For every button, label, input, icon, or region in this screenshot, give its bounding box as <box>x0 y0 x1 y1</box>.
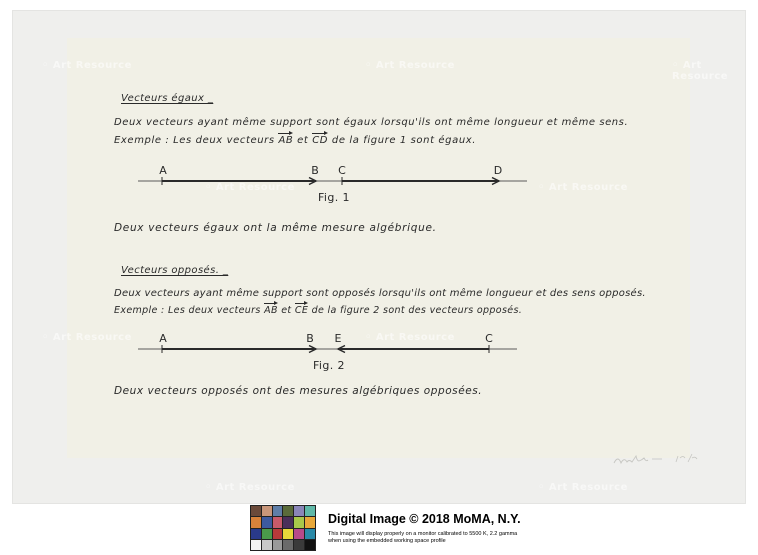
fig2-caption: Fig. 2 <box>313 359 345 372</box>
color-swatch <box>273 517 283 527</box>
color-swatch <box>305 517 315 527</box>
color-swatch <box>283 506 293 516</box>
color-swatch <box>251 540 261 550</box>
color-swatch <box>273 540 283 550</box>
vector-ab: AB <box>264 305 278 316</box>
credit-title: Digital Image © 2018 MoMA, N.Y. <box>328 512 521 526</box>
fig2-label-e: E <box>334 332 342 345</box>
color-swatch <box>305 529 315 539</box>
watermark-logo: ◦ Art Resource <box>538 482 628 493</box>
conclusion-equal-vectors: Deux vecteurs égaux ont la même mesure algébrique. <box>114 222 437 234</box>
credit-note: This image will display properly on a monitor calibrated to 5500 K, 2.2 gamma when using the embedded working space profile <box>328 531 518 544</box>
fig1-label-a: A <box>159 164 167 177</box>
vector-ce: CE <box>294 305 309 316</box>
color-swatch <box>273 506 283 516</box>
watermark-logo: ◦ Art Resource <box>42 332 132 343</box>
watermark-logo: ◦ Art Resource <box>205 482 295 493</box>
color-swatch <box>283 529 293 539</box>
conclusion-opposite-vectors: Deux vecteurs opposés ont des mesures algébriques opposées. <box>114 385 483 397</box>
example-suffix: de la figure 1 sont égaux. <box>331 135 477 146</box>
color-swatch <box>262 529 272 539</box>
fig2-label-c: C <box>485 332 493 345</box>
color-swatch <box>262 506 272 516</box>
color-swatch <box>305 540 315 550</box>
example-suffix: de la figure 2 sont des vecteurs opposés. <box>311 305 523 316</box>
watermark-logo: ◦ Art Resource <box>42 60 132 71</box>
color-swatch <box>251 517 261 527</box>
color-swatch <box>294 517 304 527</box>
color-swatch <box>294 540 304 550</box>
color-swatch <box>283 517 293 527</box>
watermark-logo: ◦ Art Resource <box>538 182 628 193</box>
color-swatch <box>294 529 304 539</box>
fig2-label-b: B <box>306 332 314 345</box>
example-prefix: Exemple : Les deux vecteurs <box>114 135 275 146</box>
color-swatch <box>251 506 261 516</box>
fig1-caption: Fig. 1 <box>318 191 350 204</box>
vector-cd: CD <box>312 135 329 146</box>
color-swatch <box>305 506 315 516</box>
color-swatch <box>251 529 261 539</box>
watermark-logo: ◦ Art Resource <box>672 60 729 82</box>
color-swatch <box>294 506 304 516</box>
fig1-label-b: B <box>311 164 319 177</box>
example-conjunction: et <box>281 305 292 316</box>
definition-equal-vectors: Deux vecteurs ayant même support sont égaux lorsqu'ils ont même longueur et même sens. <box>114 117 629 128</box>
color-swatch <box>273 529 283 539</box>
definition-opposite-vectors: Deux vecteurs ayant même support sont opposés lorsqu'ils ont même longueur et des sens opposés. <box>114 288 646 299</box>
example-conjunction: et <box>297 135 309 146</box>
heading-opposite-vectors: Vecteurs opposés. _ <box>121 265 229 276</box>
color-swatch <box>283 540 293 550</box>
watermark-logo: ◦ Art Resource <box>205 182 295 193</box>
watermark-logo: ◦ Art Resource <box>365 332 455 343</box>
heading-equal-vectors: Vecteurs égaux _ <box>121 93 214 104</box>
fig1-label-d: D <box>493 164 503 177</box>
example-prefix: Exemple : Les deux vecteurs <box>114 305 261 316</box>
color-swatch <box>262 540 272 550</box>
vector-ab: AB <box>278 135 294 146</box>
watermark-logo: ◦ Art Resource <box>365 60 455 71</box>
fig1-label-c: C <box>338 164 346 177</box>
color-swatch <box>262 517 272 527</box>
fig2-label-a: A <box>159 332 167 345</box>
color-calibration-chart <box>250 505 316 551</box>
